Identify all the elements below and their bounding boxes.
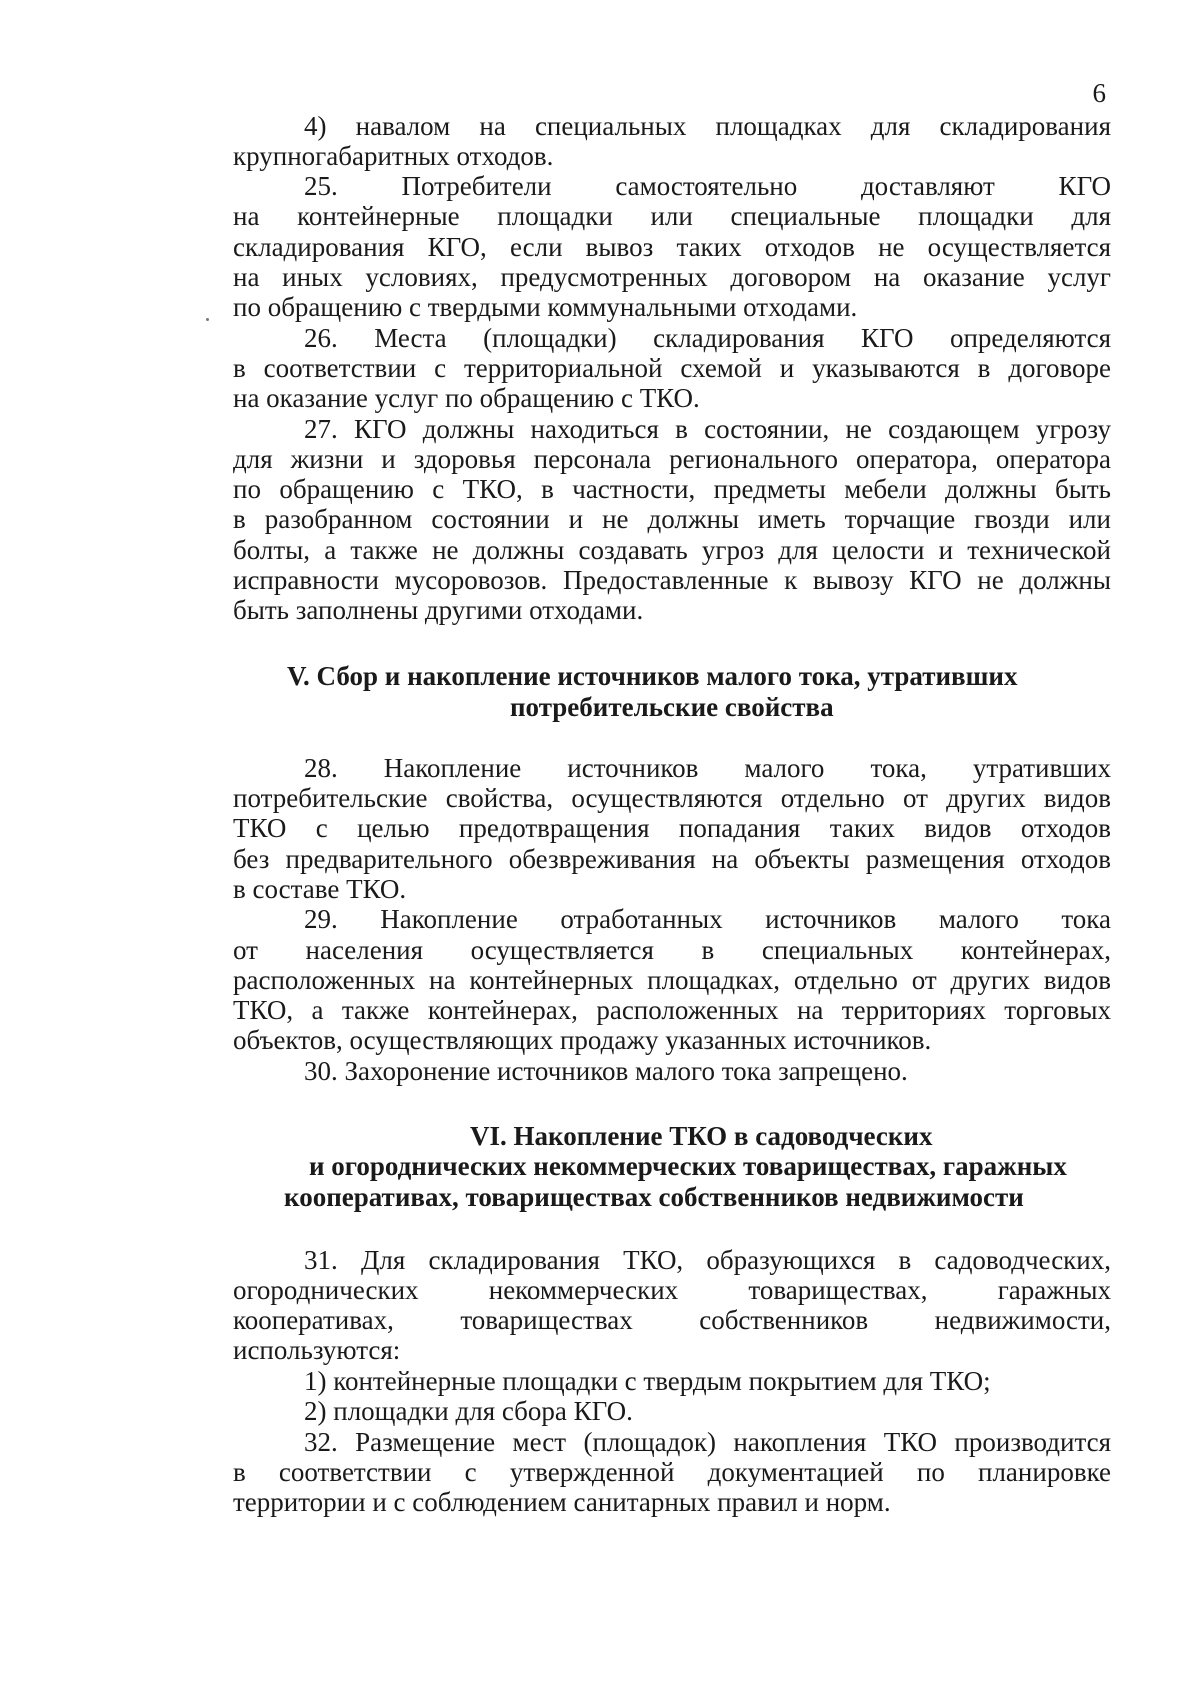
section-heading-vi-line2: и огороднических некоммерческих товариществах, гаражных xyxy=(309,1151,1067,1181)
section-heading-v-line2: потребительские свойства xyxy=(510,692,834,722)
paragraph-line: 28. Накопление источников малого тока, утративших xyxy=(304,753,1111,783)
list-item: 1) контейнерные площадки с твердым покрытием для ТКО; xyxy=(304,1366,991,1396)
paragraph-line: на контейнерные площадки или специальные площадки для xyxy=(233,201,1111,231)
paragraph-line: в соответствии с утвержденной документацией по планировке xyxy=(233,1457,1111,1487)
section-heading-v: V. Сбор и накопление источников малого тока, утративших xyxy=(287,661,1018,691)
paragraph-line: в соответствии с территориальной схемой и указываются в договоре xyxy=(233,353,1111,383)
paragraph-line: объектов, осуществляющих продажу указанных источников. xyxy=(233,1025,932,1055)
section-heading-vi: VI. Накопление ТКО в садоводческих xyxy=(470,1121,933,1151)
paragraph-line: территории и с соблюдением санитарных правил и норм. xyxy=(233,1487,891,1517)
paragraph-line: потребительские свойства, осуществляются отдельно от других видов xyxy=(233,783,1111,813)
paragraph-line: в разобранном состоянии и не должны иметь торчащие гвозди или xyxy=(233,504,1111,534)
paragraph-line: исправности мусоровозов. Предоставленные к вывозу КГО не должны xyxy=(233,565,1111,595)
paragraph-line: от населения осуществляется в специальных контейнерах, xyxy=(233,935,1111,965)
paragraph-line: ТКО, а также контейнерах, расположенных на территориях торговых xyxy=(233,995,1111,1025)
list-item: 2) площадки для сбора КГО. xyxy=(304,1396,633,1426)
section-heading-vi-line3: кооперативах, товариществах собственников недвижимости xyxy=(284,1182,1024,1212)
paragraph-line: 32. Размещение мест (площадок) накопления ТКО производится xyxy=(304,1427,1111,1457)
paragraph-line: на иных условиях, предусмотренных договором на оказание услуг xyxy=(233,262,1111,292)
paragraph-line: на оказание услуг по обращению с ТКО. xyxy=(233,383,700,413)
paragraph-line: по обращению с твердыми коммунальными отходами. xyxy=(233,292,858,322)
paragraph-line: 4) навалом на специальных площадках для складирования xyxy=(304,111,1111,141)
paragraph-line: 30. Захоронение источников малого тока запрещено. xyxy=(304,1056,908,1086)
paragraph-line: расположенных на контейнерных площадках, отдельно от других видов xyxy=(233,965,1111,995)
paragraph-line: 26. Места (площадки) складирования КГО определяются xyxy=(304,323,1111,353)
scan-speck xyxy=(206,318,209,321)
paragraph-line: используются: xyxy=(233,1335,401,1365)
paragraph-line: крупногабаритных отходов. xyxy=(233,141,554,171)
paragraph-line: болты, а также не должны создавать угроз для целости и технической xyxy=(233,535,1111,565)
page-number: 6 xyxy=(1092,78,1106,108)
paragraph-line: 25. Потребители самостоятельно доставляют КГО xyxy=(304,171,1111,201)
paragraph-line: складирования КГО, если вывоз таких отходов не осуществляется xyxy=(233,232,1111,262)
paragraph-line: для жизни и здоровья персонала регионального оператора, оператора xyxy=(233,444,1111,474)
paragraph-line: 31. Для складирования ТКО, образующихся в садоводческих, xyxy=(304,1245,1111,1275)
paragraph-line: кооперативах, товариществах собственников недвижимости, xyxy=(233,1305,1111,1335)
paragraph-line: ТКО с целью предотвращения попадания таких видов отходов xyxy=(233,813,1111,843)
paragraph-line: без предварительного обезвреживания на объекты размещения отходов xyxy=(233,844,1111,874)
paragraph-line: 27. КГО должны находиться в состоянии, не создающем угрозу xyxy=(304,414,1111,444)
paragraph-line: быть заполнены другими отходами. xyxy=(233,595,644,625)
paragraph-line: в составе ТКО. xyxy=(233,874,407,904)
paragraph-line: по обращению с ТКО, в частности, предметы мебели должны быть xyxy=(233,474,1111,504)
paragraph-line: 29. Накопление отработанных источников малого тока xyxy=(304,904,1111,934)
paragraph-line: огороднических некоммерческих товариществах, гаражных xyxy=(233,1275,1111,1305)
